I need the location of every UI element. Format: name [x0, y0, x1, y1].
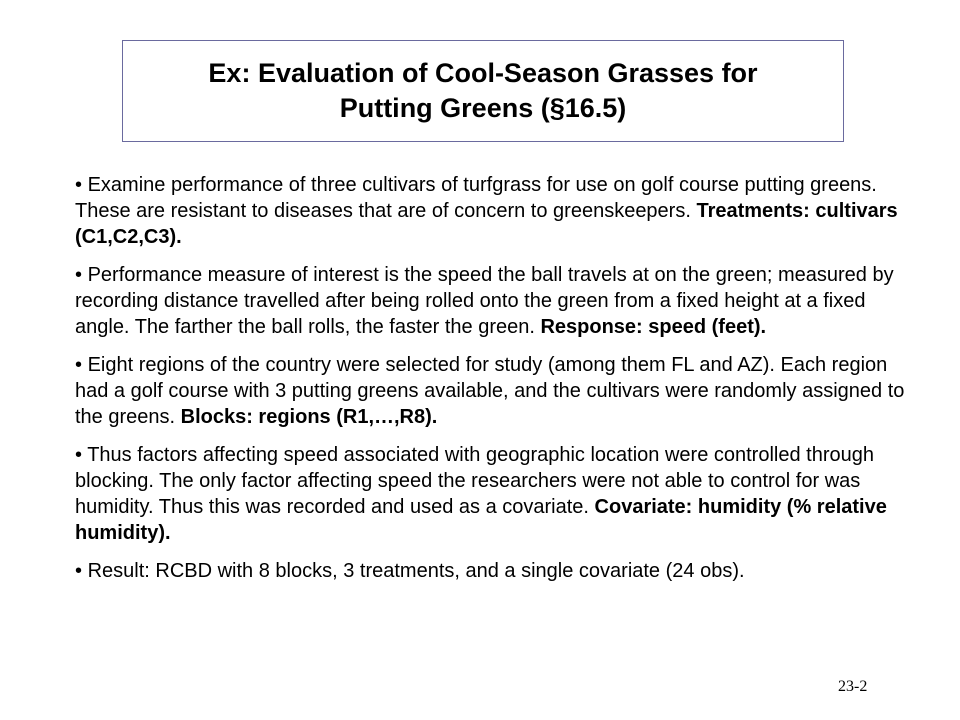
bullet-item-blocks — [75, 352, 905, 430]
bullet-marker: • — [75, 560, 83, 582]
bullet-bold-label: Treatments: cultivars (C1,C2,C3). — [75, 200, 898, 248]
slide-title-box — [122, 40, 844, 142]
bullet-text: Eight regions of the country were selected for study (among them FL and AZ). Each region had a golf course with 3 putting greens available, and the cultivars were randomly assigned to the greens. — [75, 354, 905, 428]
bullet-marker: • — [75, 354, 83, 376]
bullet-bold-label: Blocks: regions (R1,…,R8). — [180, 406, 438, 428]
bullet-item-response — [75, 262, 905, 340]
bullet-list — [75, 172, 905, 596]
page-number: 23-2 — [838, 678, 868, 695]
bullet-text: Performance measure of interest is the speed the ball travels at on the green; measured by recording distance travelled after being rolled onto the green from a fixed height at a fixed angle. The farther the ball rolls, the faster the green. — [75, 264, 894, 338]
bullet-item-covariate — [75, 442, 905, 546]
bullet-text: Examine performance of three cultivars of turfgrass for use on golf course putting greens. These are resistant to diseases that are of concern to greenskeepers. — [75, 174, 877, 222]
bullet-text: Thus factors affecting speed associated with geographic location were controlled through blocking. The only factor affecting speed the researchers were not able to control for was humidity. Thus this was recorded and used as a covariate. — [75, 444, 874, 518]
bullet-item-treatments — [75, 172, 905, 250]
bullet-marker: • — [75, 264, 83, 286]
bullet-bold-label: Response: speed (feet). — [540, 316, 767, 338]
bullet-marker: • — [75, 174, 83, 196]
slide-title-line-1: Ex: Evaluation of Cool-Season Grasses for — [208, 58, 758, 88]
bullet-item-result — [75, 558, 905, 584]
bullet-marker: • — [75, 444, 83, 466]
bullet-text: Result: RCBD with 8 blocks, 3 treatments, and a single covariate (24 obs). — [87, 560, 745, 582]
slide-title-line-2: Putting Greens (§16.5) — [339, 93, 627, 123]
bullet-bold-label: Covariate: humidity (% relative humidity). — [75, 496, 887, 544]
